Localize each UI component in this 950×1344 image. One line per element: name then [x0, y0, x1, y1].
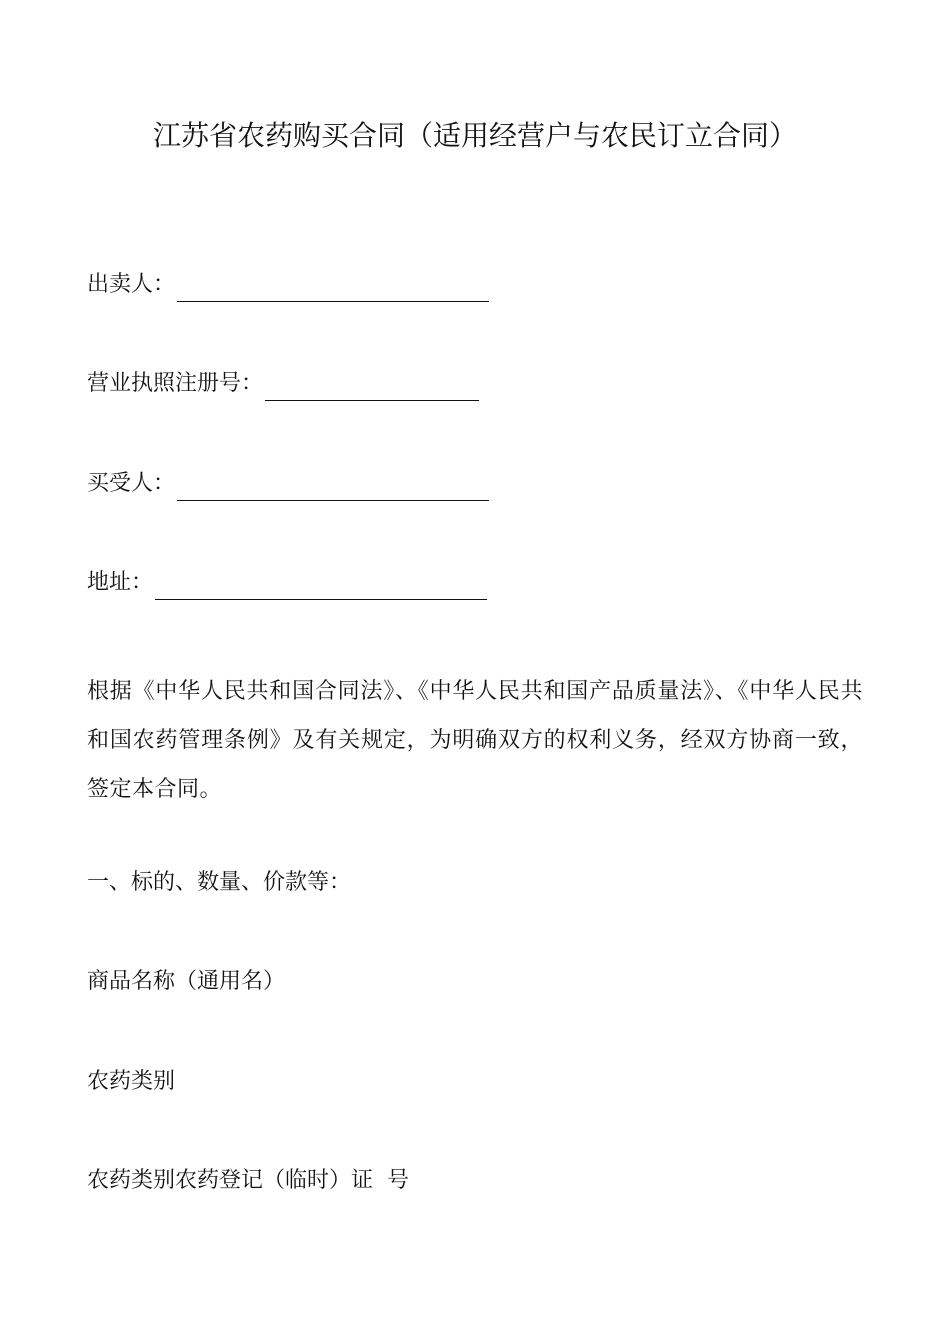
license-blank-line[interactable] [265, 376, 479, 401]
buyer-label: 买受人： [87, 471, 176, 496]
license-field [87, 367, 479, 401]
document-title: 江苏省农药购买合同（适用经营户与农民订立合同） [152, 119, 797, 152]
address-blank-line[interactable] [155, 575, 487, 600]
address-field [87, 566, 487, 600]
section-1-heading: 一、标的、数量、价款等： [87, 870, 352, 895]
seller-field [87, 268, 489, 302]
buyer-field [87, 467, 489, 501]
address-label: 地址： [87, 570, 154, 595]
item-registration-label: 农药类别农药登记（临时）证 号 [87, 1168, 409, 1193]
item-category-label: 农药类别 [87, 1069, 176, 1094]
license-label: 营业执照注册号： [87, 371, 264, 396]
buyer-blank-line[interactable] [177, 476, 489, 501]
seller-label: 出卖人： [87, 272, 176, 297]
seller-blank-line[interactable] [177, 277, 489, 302]
item-name-label: 商品名称（通用名） [87, 969, 286, 994]
intro-paragraph: 根据《中华人民共和国合同法》、《中华人民共和国产品质量法》、《中华人民共和国农药管理条例》及有关规定，为明确双方的权利义务，经双方协商一致，签定本合同。 [87, 679, 863, 802]
